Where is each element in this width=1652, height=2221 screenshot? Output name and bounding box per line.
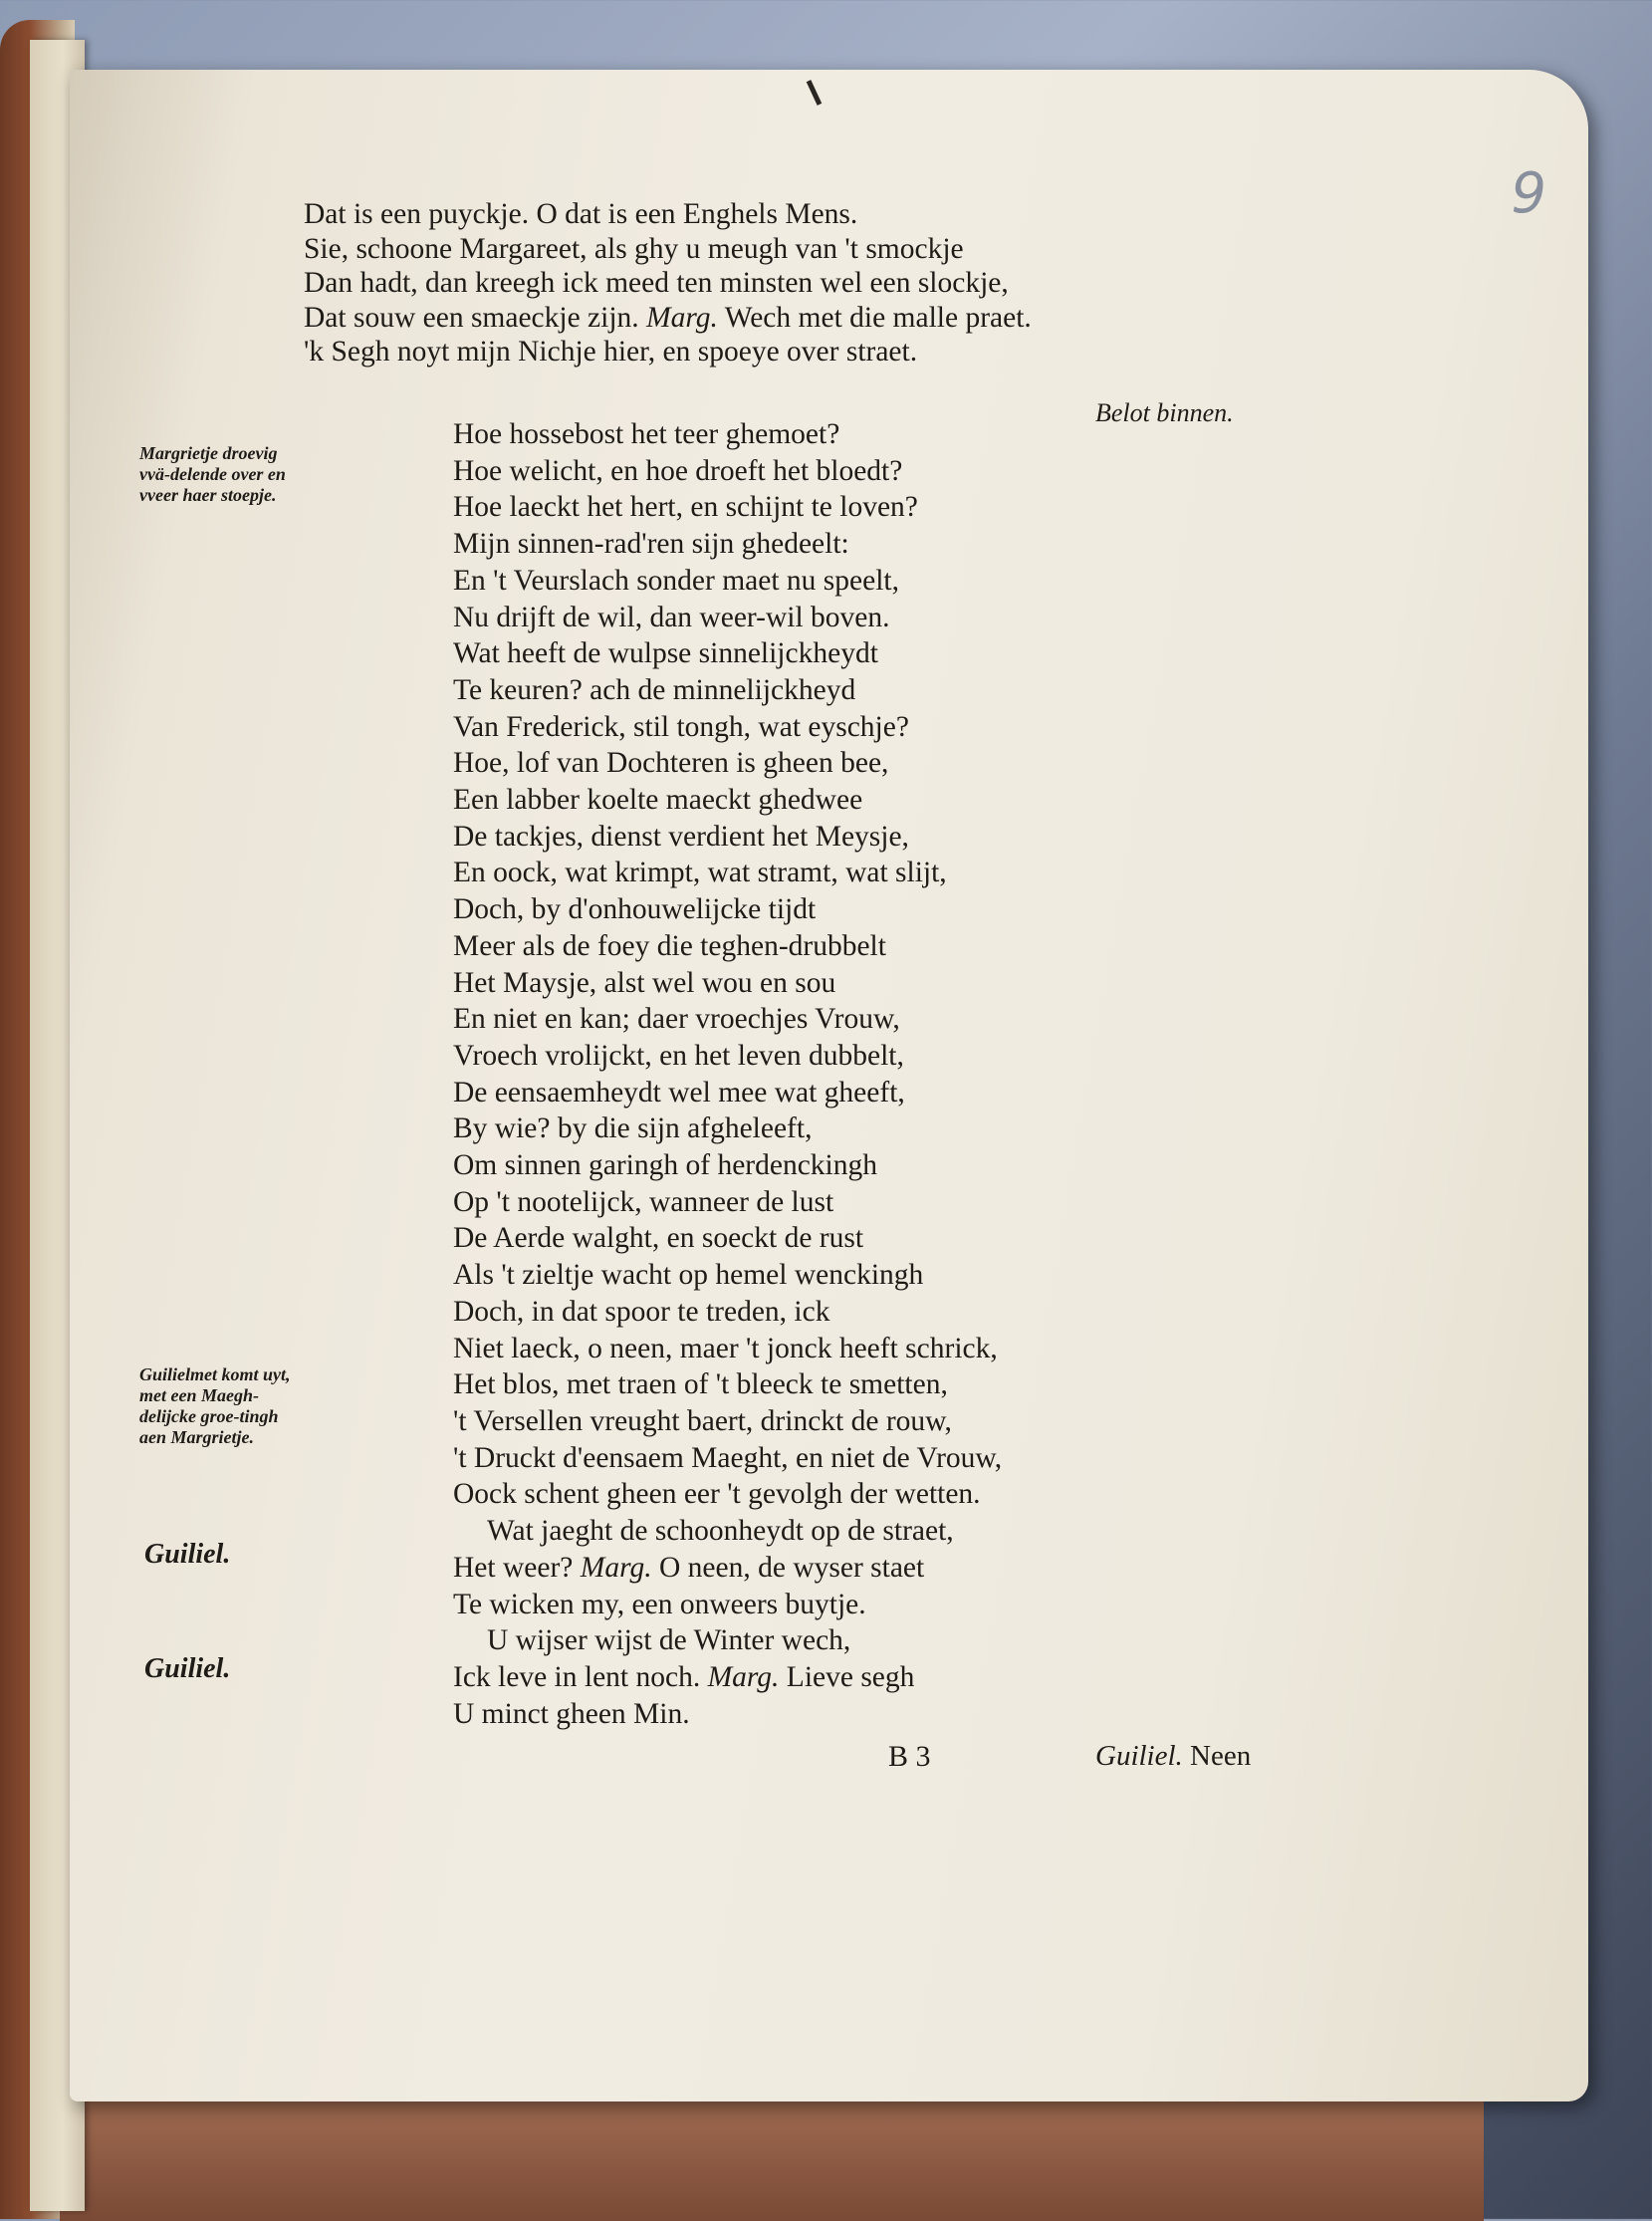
speaker-marg: Marg. (646, 301, 718, 334)
verse-line: Te wicken my, een onweers buytje. (453, 1588, 866, 1620)
verse-line: U wijser wijst de Winter wech, (487, 1624, 851, 1657)
verse-text: Ick leve in lent noch. (453, 1660, 708, 1693)
verse-line: Van Frederick, stil tongh, wat eyschje? (453, 710, 909, 743)
verse-line: Dat souw een smaeckje zijn. Marg. Wech met die malle praet. (304, 301, 1032, 334)
signature-mark: B 3 (888, 1740, 931, 1773)
verse-line: Hoe, lof van Dochteren is gheen bee, (453, 747, 889, 780)
verse-line: De Aerde walght, en soeckt de rust (453, 1222, 864, 1255)
verse-line: Op 't nootelijck, wanneer de lust (453, 1185, 834, 1218)
speaker-guiliel: Guiliel. (144, 1653, 231, 1684)
verse-line: Het blos, met traen of 't bleeck te smetten, (453, 1368, 948, 1401)
verse-line: Als 't zieltje wacht op hemel wenckingh (453, 1259, 924, 1292)
verse-line: En 't Veurslach sonder maet nu speelt, (453, 564, 899, 597)
verse-line: En oock, wat krimpt, wat stramt, wat slijt, (453, 857, 947, 889)
speaker-guiliel: Guiliel. (144, 1539, 231, 1570)
verse-line: Een labber koelte maeckt ghedwee (453, 784, 863, 817)
verse-line: Hoe laeckt het hert, en schijnt te loven? (453, 491, 918, 524)
verse-line: Het Maysje, alst wel wou en sou (453, 966, 836, 999)
verse-line: Vroech vrolijckt, en het leven dubbelt, (453, 1039, 904, 1072)
verse-line: Doch, in dat spoor te treden, ick (453, 1295, 830, 1328)
verse-line: Doch, by d'onhouwelijcke tijdt (453, 893, 817, 926)
top-verses (304, 197, 1032, 370)
verse-line: Wat jaeght de schoonheydt op de straet, (487, 1515, 954, 1548)
book-page (70, 70, 1588, 2101)
catchword (1095, 1740, 1251, 1773)
stage-direction: Belot binnen. (1095, 398, 1234, 427)
verse-line: By wie? by die sijn afgheleeft, (453, 1112, 813, 1145)
verse-line: Dat is een puyckje. O dat is een Enghels Mens. (304, 198, 858, 230)
verse-line: Sie, schoone Margareet, als ghy u meugh van 't smockje (304, 232, 964, 265)
verse-line: De tackjes, dienst verdient het Meysje, (453, 820, 909, 853)
verse-line: Niet laeck, o neen, maer 't jonck heeft schrick, (453, 1332, 998, 1364)
verse-text: Het weer? (453, 1551, 581, 1584)
margin-note-guilielmet: Guilielmet komt uyt, met een Maegh-delijcke groe-tingh aen Margrietje. (139, 1364, 291, 1447)
verse-line: Dan hadt, dan kreegh ick meed ten minsten wel een slockje, (304, 267, 1009, 300)
verse-line: Om sinnen garingh of herdenckingh (453, 1149, 878, 1182)
verse-line: Hoe hossebost het teer ghemoet? (453, 418, 840, 450)
verse-line: Te keuren? ach de minnelijckheyd (453, 673, 856, 706)
catchword-word: Neen (1190, 1740, 1252, 1772)
speaker-marg: Marg. (580, 1551, 652, 1584)
verse-line: Oock schent gheen eer 't gevolgh der wetten. (453, 1478, 981, 1511)
verse-line: 'k Segh noyt mijn Nichje hier, en spoeye over straet. (304, 336, 918, 369)
verse-line (453, 1659, 1002, 1696)
verse-line: Meer als de foey die teghen-drubbelt (453, 929, 886, 962)
verse-line: 't Versellen vreught baert, drinckt de rouw, (453, 1404, 952, 1437)
verse-line: De eensaemheydt wel mee wat gheeft, (453, 1076, 905, 1109)
verse-line: Nu drijft de wil, dan weer-wil boven. (453, 601, 890, 633)
verse-line: Wat heeft de wulpse sinnelijckheydt (453, 637, 878, 670)
verse-line: Hoe welicht, en hoe droeft het bloedt? (453, 454, 903, 487)
speaker-marg: Marg. (707, 1660, 780, 1693)
verse-line: 't Druckt d'eensaem Maeght, en niet de Vrouw, (453, 1441, 1003, 1474)
main-verses (453, 416, 1002, 1732)
verse-line: U minct gheen Min. (453, 1697, 690, 1730)
margin-note-margrietje: Margrietje droevig vvä-delende over en vveer haer stoepje. (139, 443, 286, 505)
verse-text: Lieve segh (779, 1660, 915, 1693)
verse-line: Mijn sinnen-rad'ren sijn ghedeelt: (453, 528, 849, 561)
verse-line (453, 1550, 1002, 1587)
folio-number: 9 (1511, 161, 1546, 226)
verse-text: O neen, de wyser staet (651, 1551, 925, 1584)
catchword-speaker: Guiliel. (1095, 1740, 1183, 1772)
ink-mark (807, 80, 823, 106)
verse-line: En niet en kan; daer vroechjes Vrouw, (453, 1003, 900, 1036)
